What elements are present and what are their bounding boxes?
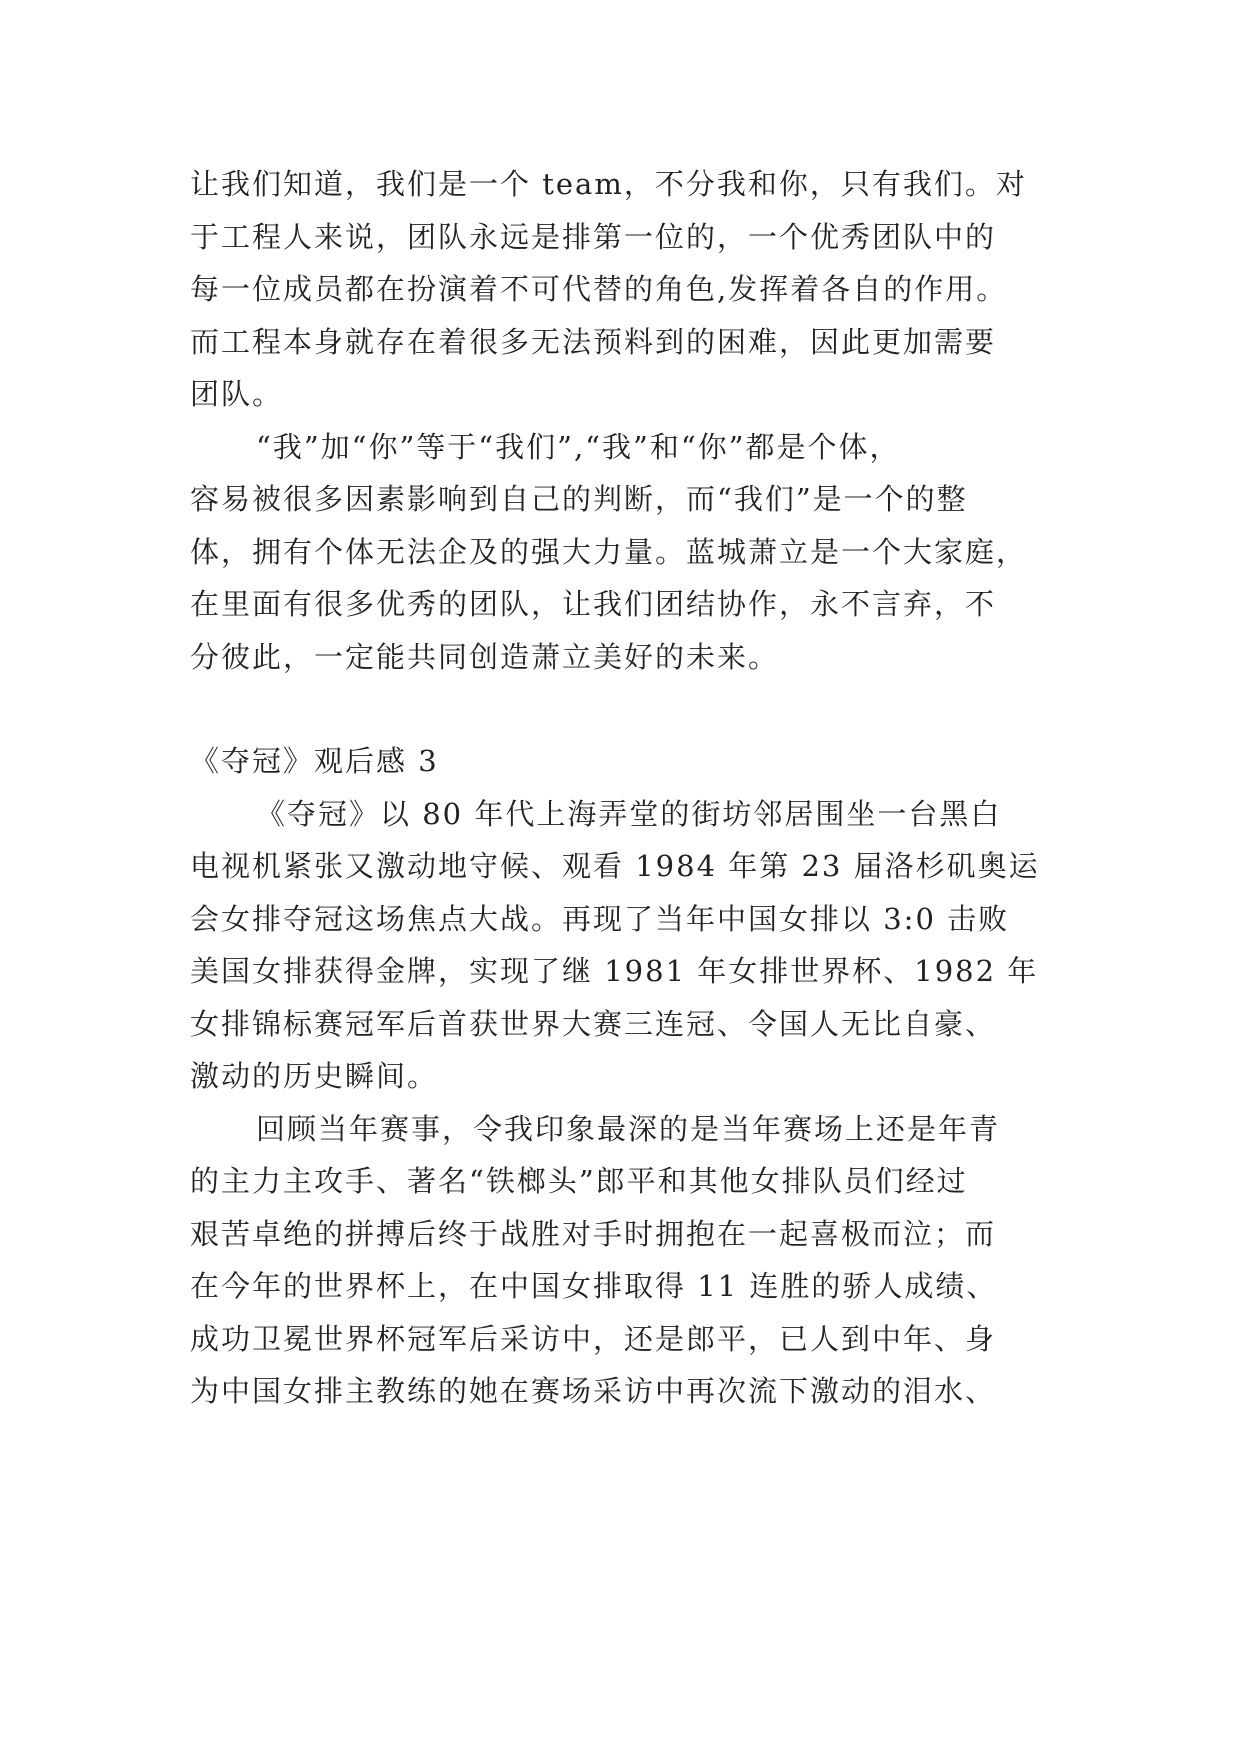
text-line: 于工程人来说，团队永远是排第一位的，一个优秀团队中的 [190, 219, 997, 254]
text-line: 激动的历史瞬间。 [190, 1059, 439, 1093]
text-line: 每一位成员都在扮演着不可代替的角色,发挥着各自的作用。 [190, 272, 1008, 306]
text-line: 在今年的世界杯上，在中国女排取得 11 连胜的骄人成绩、 [190, 1269, 998, 1303]
paragraph-we [190, 421, 1070, 684]
text-line: 《夺冠》以 80 年代上海弄堂的街坊邻居围坐一台黑白 [256, 796, 1002, 831]
section-spacer [190, 683, 1070, 735]
text-line: 团队。 [190, 377, 284, 411]
text-line: 为中国女排主教练的她在赛场采访中再次流下激动的泪水、 [190, 1374, 997, 1408]
text-line: 女排锦标赛冠军后首获世界大赛三连冠、令国人无比自豪、 [190, 1006, 997, 1041]
text-line: 美国女排获得金牌，实现了继 1981 年女排世界杯、1982 年 [190, 954, 1039, 988]
text-line: 在里面有很多优秀的团队，让我们团结协作，永不言弃，不 [190, 587, 997, 621]
text-line: 容易被很多因素影响到自己的判断，而“我们”是一个的整 [190, 482, 968, 516]
text-line: 分彼此，一定能共同创造萧立美好的未来。 [190, 639, 780, 674]
text-line: 成功卫冕世界杯冠军后采访中，还是郎平，已人到中年、身 [190, 1321, 997, 1356]
text-line: 回顾当年赛事，令我印象最深的是当年赛场上还是年青 [256, 1111, 1001, 1146]
paragraph-team [190, 158, 1070, 421]
text-line: “我”加“你”等于“我们”,“我”和“你”都是个体， [256, 429, 901, 464]
text-line: 电视机紧张又激动地守候、观看 1984 年第 23 届洛杉矶奥运 [190, 849, 1040, 883]
text-line: 而工程本身就存在着很多无法预料到的困难，因此更加需要 [190, 324, 997, 359]
section-heading: 《夺冠》观后感 3 [190, 744, 439, 778]
paragraph-duoguan-review [190, 1103, 1070, 1418]
text-line: 的主力主攻手、著名“铁榔头”郎平和其他女排队员们经过 [190, 1164, 968, 1198]
text-line: 让我们知道，我们是一个 team，不分我和你，只有我们。对 [190, 167, 1027, 201]
document-body [190, 158, 1070, 1418]
text-line: 体，拥有个体无法企及的强大力量。蓝城萧立是一个大家庭， [190, 534, 1028, 569]
text-line: 艰苦卓绝的拼搏后终于战胜对手时拥抱在一起喜极而泣；而 [190, 1216, 997, 1251]
paragraph-duoguan-intro [190, 788, 1070, 1103]
text-line: 会女排夺冠这场焦点大战。再现了当年中国女排以 3:0 击败 [190, 901, 1010, 936]
